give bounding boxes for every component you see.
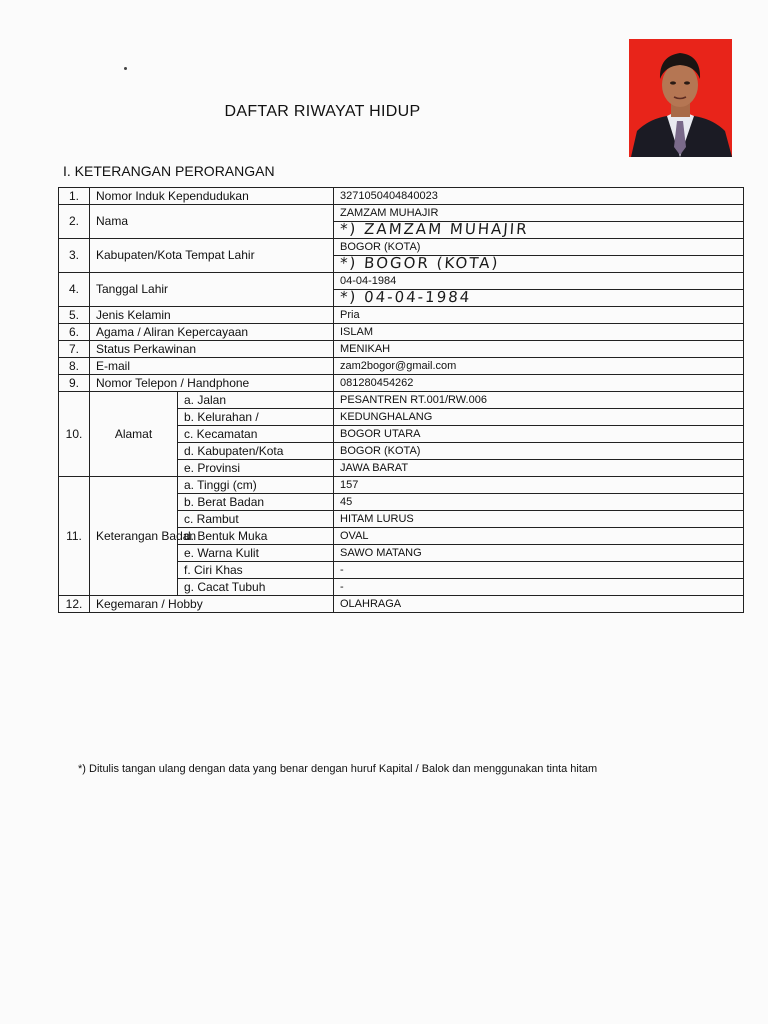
sub-label: b. Berat Badan — [178, 494, 334, 511]
sub-label: a. Jalan — [178, 392, 334, 409]
field-value: HITAM LURUS — [334, 511, 744, 528]
handwritten-value — [334, 256, 744, 273]
field-value: KEDUNGHALANG — [334, 409, 744, 426]
field-value: Pria — [334, 307, 744, 324]
row-status — [59, 341, 744, 358]
field-value: BOGOR (KOTA) — [334, 239, 744, 256]
row-number: 6. — [59, 324, 90, 341]
row-number: 1. — [59, 188, 90, 205]
sub-label: f. Ciri Khas — [178, 562, 334, 579]
biodata-table — [58, 187, 744, 613]
field-value: OVAL — [334, 528, 744, 545]
row-tempat-lahir — [59, 239, 744, 256]
sub-label: d. Kabupaten/Kota — [178, 443, 334, 460]
row-number: 5. — [59, 307, 90, 324]
field-label: Nama — [90, 205, 334, 239]
row-telepon — [59, 375, 744, 392]
row-number: 3. — [59, 239, 90, 273]
field-value: - — [334, 579, 744, 596]
field-value: OLAHRAGA — [334, 596, 744, 613]
row-number: 9. — [59, 375, 90, 392]
scan-speck — [124, 67, 127, 70]
field-value: JAWA BARAT — [334, 460, 744, 477]
row-badan-tinggi — [59, 477, 744, 494]
field-value: ISLAM — [334, 324, 744, 341]
row-email — [59, 358, 744, 375]
field-label: E-mail — [90, 358, 334, 375]
field-value: MENIKAH — [334, 341, 744, 358]
sub-label: b. Kelurahan / — [178, 409, 334, 426]
field-value: SAWO MATANG — [334, 545, 744, 562]
row-jenis-kelamin — [59, 307, 744, 324]
section-title: I. KETERANGAN PERORANGAN — [63, 163, 275, 179]
row-number: 12. — [59, 596, 90, 613]
row-hobby — [59, 596, 744, 613]
field-value: - — [334, 562, 744, 579]
document-title: DAFTAR RIWAYAT HIDUP — [224, 103, 421, 120]
row-tanggal-lahir — [59, 273, 744, 290]
field-label: Nomor Telepon / Handphone — [90, 375, 334, 392]
field-value: 3271050404840023 — [334, 188, 744, 205]
sub-label: d. Bentuk Muka — [178, 528, 334, 545]
sub-label: e. Warna Kulit — [178, 545, 334, 562]
field-label: Nomor Induk Kependudukan — [90, 188, 334, 205]
sub-label: a. Tinggi (cm) — [178, 477, 334, 494]
row-number: 7. — [59, 341, 90, 358]
field-label: Kegemaran / Hobby — [90, 596, 334, 613]
row-number: 10. — [59, 392, 90, 477]
field-label: Agama / Aliran Kepercayaan — [90, 324, 334, 341]
sub-label: g. Cacat Tubuh — [178, 579, 334, 596]
row-nama — [59, 205, 744, 222]
sub-label: c. Kecamatan — [178, 426, 334, 443]
field-value: BOGOR UTARA — [334, 426, 744, 443]
handwriting: *) 04-04-1984 — [339, 288, 472, 306]
field-label: Kabupaten/Kota Tempat Lahir — [90, 239, 334, 273]
row-alamat-jalan — [59, 392, 744, 409]
field-value: BOGOR (KOTA) — [334, 443, 744, 460]
sub-label: e. Provinsi — [178, 460, 334, 477]
field-label: Tanggal Lahir — [90, 273, 334, 307]
profile-photo — [629, 39, 732, 157]
field-value: PESANTREN RT.001/RW.006 — [334, 392, 744, 409]
field-label: Status Perkawinan — [90, 341, 334, 358]
field-value: 45 — [334, 494, 744, 511]
field-value: zam2bogor@gmail.com — [334, 358, 744, 375]
sub-label: c. Rambut — [178, 511, 334, 528]
handwritten-value — [334, 222, 744, 239]
handwriting: *) ZAMZAM MUHAJIR — [339, 220, 530, 238]
row-number: 4. — [59, 273, 90, 307]
footnote: *) Ditulis tangan ulang dengan data yang benar dengan huruf Kapital / Balok dan menggunakan tinta hitam — [78, 763, 598, 775]
row-nik — [59, 188, 744, 205]
field-label: Jenis Kelamin — [90, 307, 334, 324]
handwriting: *) BOGOR (KOTA) — [339, 254, 501, 272]
row-number: 2. — [59, 205, 90, 239]
row-number: 8. — [59, 358, 90, 375]
row-number: 11. — [59, 477, 90, 596]
group-label: Keterangan Badan — [90, 477, 178, 596]
field-value: ZAMZAM MUHAJIR — [334, 205, 744, 222]
group-label: Alamat — [90, 392, 178, 477]
field-value: 157 — [334, 477, 744, 494]
field-value: 04-04-1984 — [334, 273, 744, 290]
field-value: 081280454262 — [334, 375, 744, 392]
handwritten-value — [334, 290, 744, 307]
row-agama — [59, 324, 744, 341]
